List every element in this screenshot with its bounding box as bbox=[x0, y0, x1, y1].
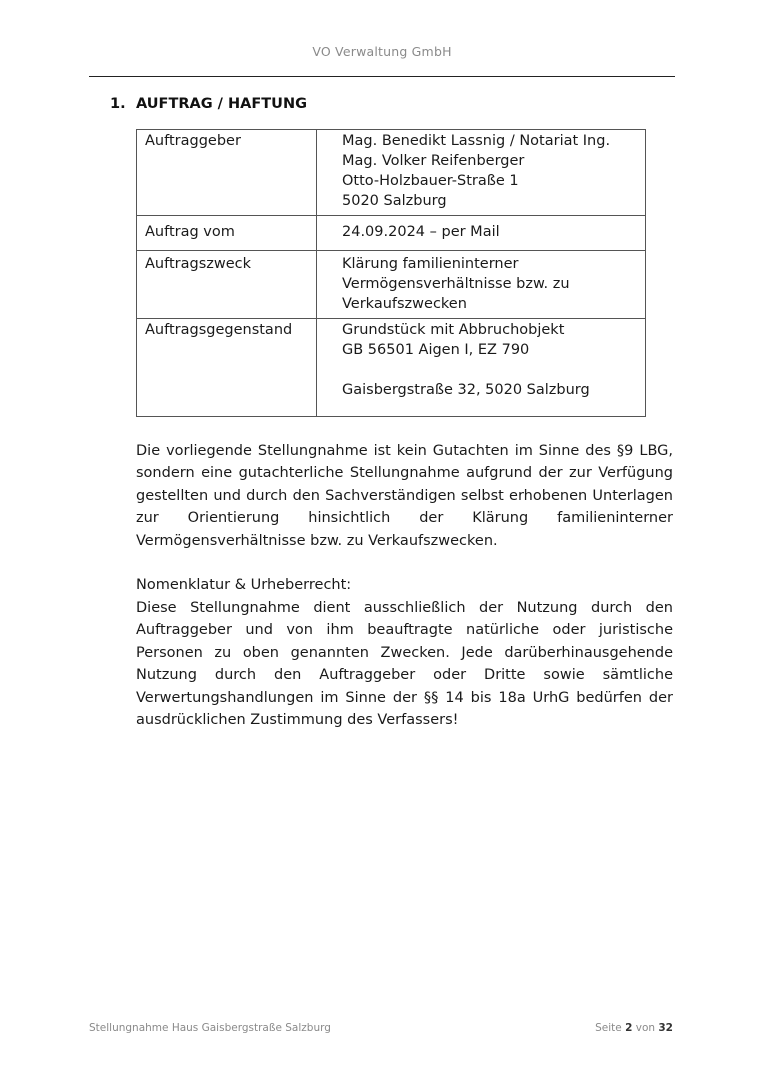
value-line: Mag. Benedikt Lassnig / Notariat Ing. bbox=[342, 133, 611, 149]
value-line: GB 56501 Aigen I, EZ 790 bbox=[342, 342, 530, 358]
footer-page-number bbox=[595, 1022, 673, 1034]
value-line bbox=[342, 360, 637, 380]
order-info-table bbox=[136, 129, 646, 417]
table-value bbox=[317, 216, 646, 251]
table-row bbox=[137, 216, 646, 251]
value-line: Mag. Volker Reifenberger bbox=[342, 153, 525, 169]
value-line: Vermögensverhältnisse bzw. zu bbox=[342, 276, 570, 292]
table-row bbox=[137, 319, 646, 417]
section-title: AUFTRAG / HAFTUNG bbox=[136, 96, 307, 112]
table-value bbox=[317, 251, 646, 319]
section-heading bbox=[110, 96, 307, 112]
page-current: 2 bbox=[625, 1022, 633, 1034]
header-divider bbox=[89, 76, 675, 77]
footer-document-title: Stellungnahme Haus Gaisbergstraße Salzburg bbox=[89, 1022, 331, 1034]
nomenclature-paragraph: Diese Stellungnahme dient ausschließlich der Nutzung durch den Auftraggeber und von ihm beauftragte natürliche oder juristische Personen zu oben genannten Zwecken. Jede darüberhinausgehende Nutzung durch den Auftraggeber oder Dritte sowie sämtliche Verwertungshandlungen im Sinne der §§ 14 bis 18a UrhG bedürfen der ausdrücklichen Zustimmung des Verfassers! bbox=[136, 600, 673, 729]
table-value bbox=[317, 319, 646, 417]
value-line: Gaisbergstraße 32, 5020 Salzburg bbox=[342, 382, 590, 398]
value-line: Verkaufszwecken bbox=[342, 296, 467, 312]
value-line: Grundstück mit Abbruchobjekt bbox=[342, 322, 565, 338]
table-value bbox=[317, 130, 646, 216]
nomenclature-title: Nomenklatur & Urheberrecht: bbox=[136, 577, 352, 593]
value-line: Klärung familieninterner bbox=[342, 256, 519, 272]
page-total: 32 bbox=[658, 1022, 673, 1034]
table-label: Auftrag vom bbox=[137, 216, 317, 251]
value-line: 24.09.2024 – per Mail bbox=[342, 224, 500, 240]
page-separator: von bbox=[635, 1022, 656, 1034]
table-row bbox=[137, 251, 646, 319]
page-prefix: Seite bbox=[595, 1022, 622, 1034]
header-company-name: VO Verwaltung GmbH bbox=[312, 44, 452, 59]
statement-paragraph: Die vorliegende Stellungnahme ist kein Gutachten im Sinne des §9 LBG, sondern eine gutachterliche Stellungnahme aufgrund der zur Verfügung gestellten und durch den Sachverständigen selbst erhobenen Unterlagen zur Orientierung hinsichtlich der Klärung familieninterner Vermögensverhältnisse bzw. zu Verkaufszwecken. bbox=[136, 443, 673, 549]
table-row bbox=[137, 130, 646, 216]
table-label: Auftragszweck bbox=[137, 251, 317, 319]
table-label: Auftragsgegenstand bbox=[137, 319, 317, 417]
section-number: 1. bbox=[110, 96, 126, 112]
table-label: Auftraggeber bbox=[137, 130, 317, 216]
value-line: Otto-Holzbauer-Straße 1 bbox=[342, 173, 519, 189]
value-line: 5020 Salzburg bbox=[342, 193, 447, 209]
